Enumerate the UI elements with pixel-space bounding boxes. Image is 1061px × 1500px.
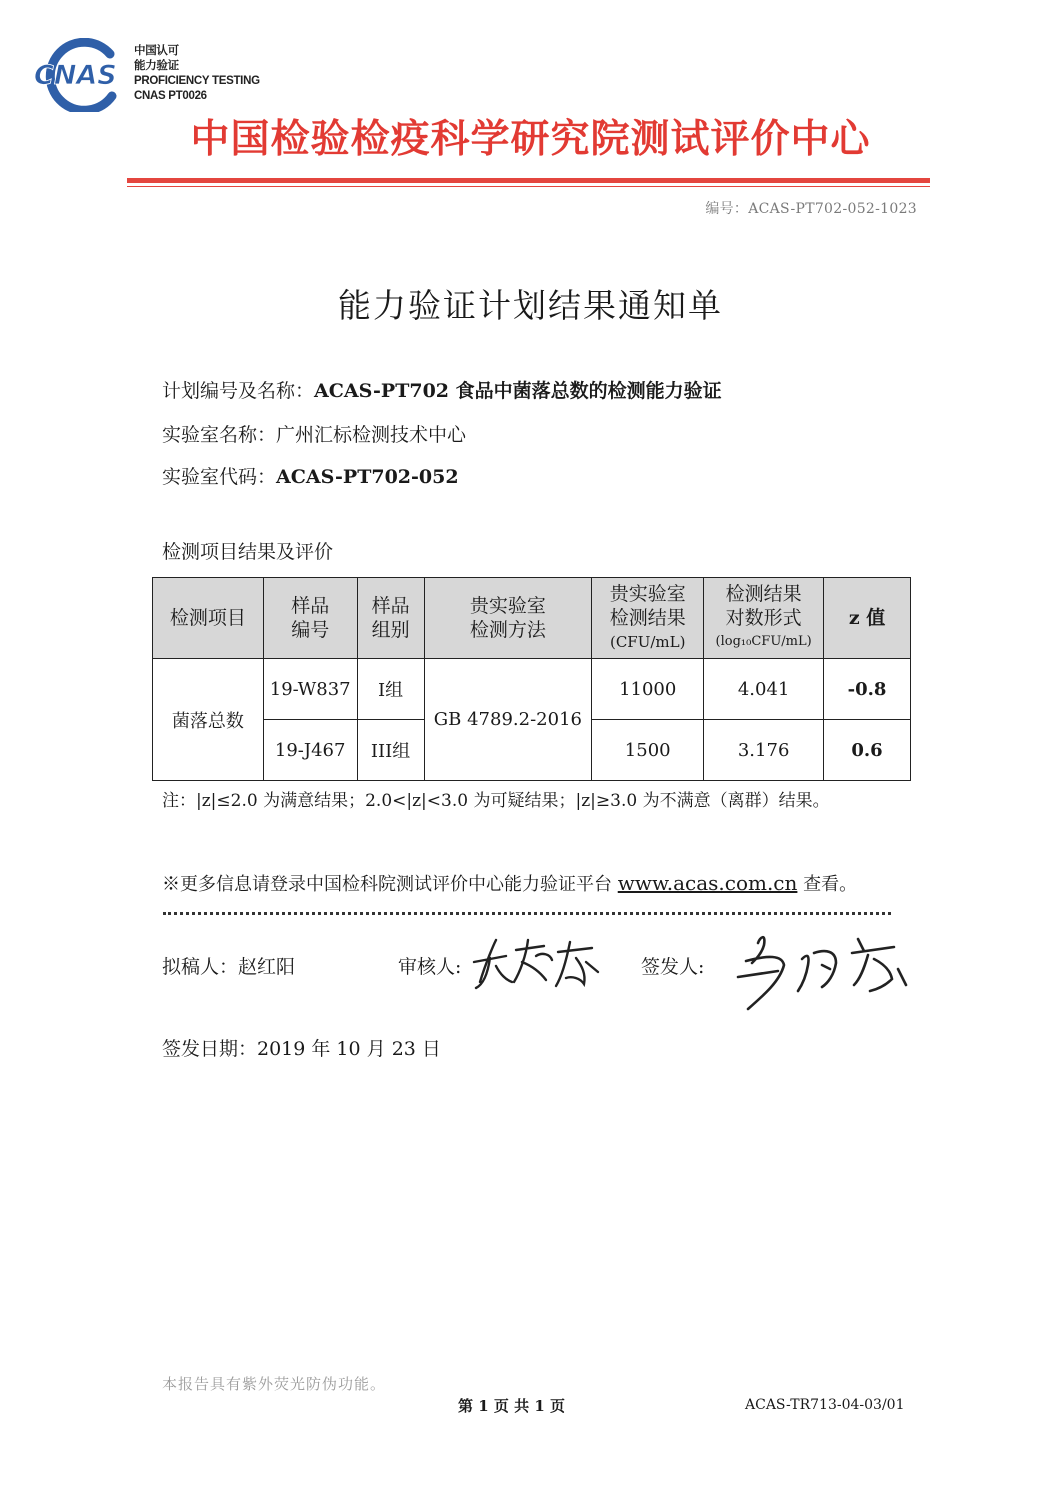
cell-result: 11000 bbox=[592, 659, 704, 720]
organization-name: 中国检验检疫科学研究院测试评价中心 bbox=[190, 117, 871, 162]
lab-name-label: 实验室名称： bbox=[162, 424, 277, 446]
header-line: 检测结果 bbox=[725, 583, 802, 605]
page-number: 第 1 页 共 1 页 bbox=[458, 1397, 565, 1415]
lab-code-info bbox=[162, 462, 459, 489]
logo-caption bbox=[134, 44, 260, 104]
more-info-prefix: ※更多信息请登录中国检科院测试评价中心能力验证平台 bbox=[162, 874, 618, 895]
logo-line: 能力验证 bbox=[134, 60, 179, 72]
logo-line: PROFICIENCY TESTING bbox=[134, 75, 260, 87]
cell-group: III组 bbox=[357, 720, 424, 781]
header-z: z 值 bbox=[824, 578, 911, 659]
reviewer-signature bbox=[466, 932, 606, 992]
logo-line: 中国认可 bbox=[134, 45, 179, 57]
header-unit: (log₁₀CFU/mL) bbox=[715, 634, 812, 649]
header-result bbox=[592, 578, 704, 659]
lab-code-value: ACAS-PT702-052 bbox=[276, 466, 459, 488]
lab-name-info bbox=[162, 420, 466, 447]
cell-item: 菌落总数 bbox=[153, 659, 264, 781]
header-log-result bbox=[704, 578, 824, 659]
plan-label: 计划编号及名称： bbox=[162, 380, 315, 402]
header-line: 检测方法 bbox=[469, 619, 546, 641]
cnas-logo bbox=[32, 38, 132, 112]
header-line: 编号 bbox=[291, 619, 330, 641]
cell-log: 4.041 bbox=[704, 659, 824, 720]
table-row bbox=[153, 659, 911, 720]
table-header-row bbox=[153, 578, 911, 659]
header-line: 样品 bbox=[291, 595, 330, 617]
cell-method: GB 4789.2-2016 bbox=[424, 659, 592, 781]
logo-line: CNAS PT0026 bbox=[134, 90, 207, 102]
header-divider-thin bbox=[127, 186, 930, 187]
more-info bbox=[162, 870, 857, 896]
header-line: 对数形式 bbox=[725, 607, 802, 629]
header-line: 检测结果 bbox=[609, 607, 686, 629]
header-line: 贵实验室 bbox=[609, 583, 686, 605]
document-number: 编号：ACAS-PT702-052-1023 bbox=[705, 201, 917, 217]
platform-link[interactable]: www.acas.com.cn bbox=[617, 871, 798, 895]
reviewer-label: 审核人: bbox=[398, 956, 462, 978]
header-line: 贵实验室 bbox=[469, 595, 546, 617]
logo-mark: CNAS bbox=[34, 60, 117, 91]
cell-result: 1500 bbox=[592, 720, 704, 781]
cell-sample-no: 19-J467 bbox=[263, 720, 357, 781]
cell-z: 0.6 bbox=[824, 720, 911, 781]
section-title: 检测项目结果及评价 bbox=[162, 541, 334, 563]
uv-security-note: 本报告具有紫外荧光防伪功能。 bbox=[162, 1375, 387, 1393]
plan-value: ACAS-PT702 食品中菌落总数的检测能力验证 bbox=[314, 380, 722, 402]
lab-code-label: 实验室代码： bbox=[162, 466, 277, 488]
header-method bbox=[424, 578, 592, 659]
document-title: 能力验证计划结果通知单 bbox=[338, 286, 723, 325]
header-group bbox=[357, 578, 424, 659]
header-item: 检测项目 bbox=[153, 578, 264, 659]
cell-log: 3.176 bbox=[704, 720, 824, 781]
more-info-suffix: 查看。 bbox=[797, 874, 858, 895]
cell-sample-no: 19-W837 bbox=[263, 659, 357, 720]
header-unit: (CFU/mL) bbox=[609, 633, 686, 651]
evaluation-note: 注：|z|≤2.0 为满意结果；2.0<|z|<3.0 为可疑结果；|z|≥3.0 为不满意（离群）结果。 bbox=[162, 791, 830, 811]
lab-name-value: 广州汇标检测技术中心 bbox=[276, 424, 467, 446]
header-sample-no bbox=[263, 578, 357, 659]
header-line: 组别 bbox=[371, 619, 410, 641]
plan-info bbox=[162, 376, 722, 403]
form-code: ACAS-TR713-04-03/01 bbox=[745, 1397, 905, 1413]
cell-z: -0.8 bbox=[824, 659, 911, 720]
issue-date: 签发日期：2019 年 10 月 23 日 bbox=[162, 1038, 441, 1060]
dotted-divider bbox=[163, 912, 891, 915]
issuer-label: 签发人: bbox=[641, 956, 705, 978]
header-divider bbox=[127, 178, 930, 183]
drafter-label: 拟稿人：赵红阳 bbox=[162, 956, 296, 978]
header-line: 样品 bbox=[371, 595, 410, 617]
issuer-signature bbox=[718, 925, 918, 1020]
cell-group: I组 bbox=[357, 659, 424, 720]
results-table bbox=[152, 577, 911, 781]
